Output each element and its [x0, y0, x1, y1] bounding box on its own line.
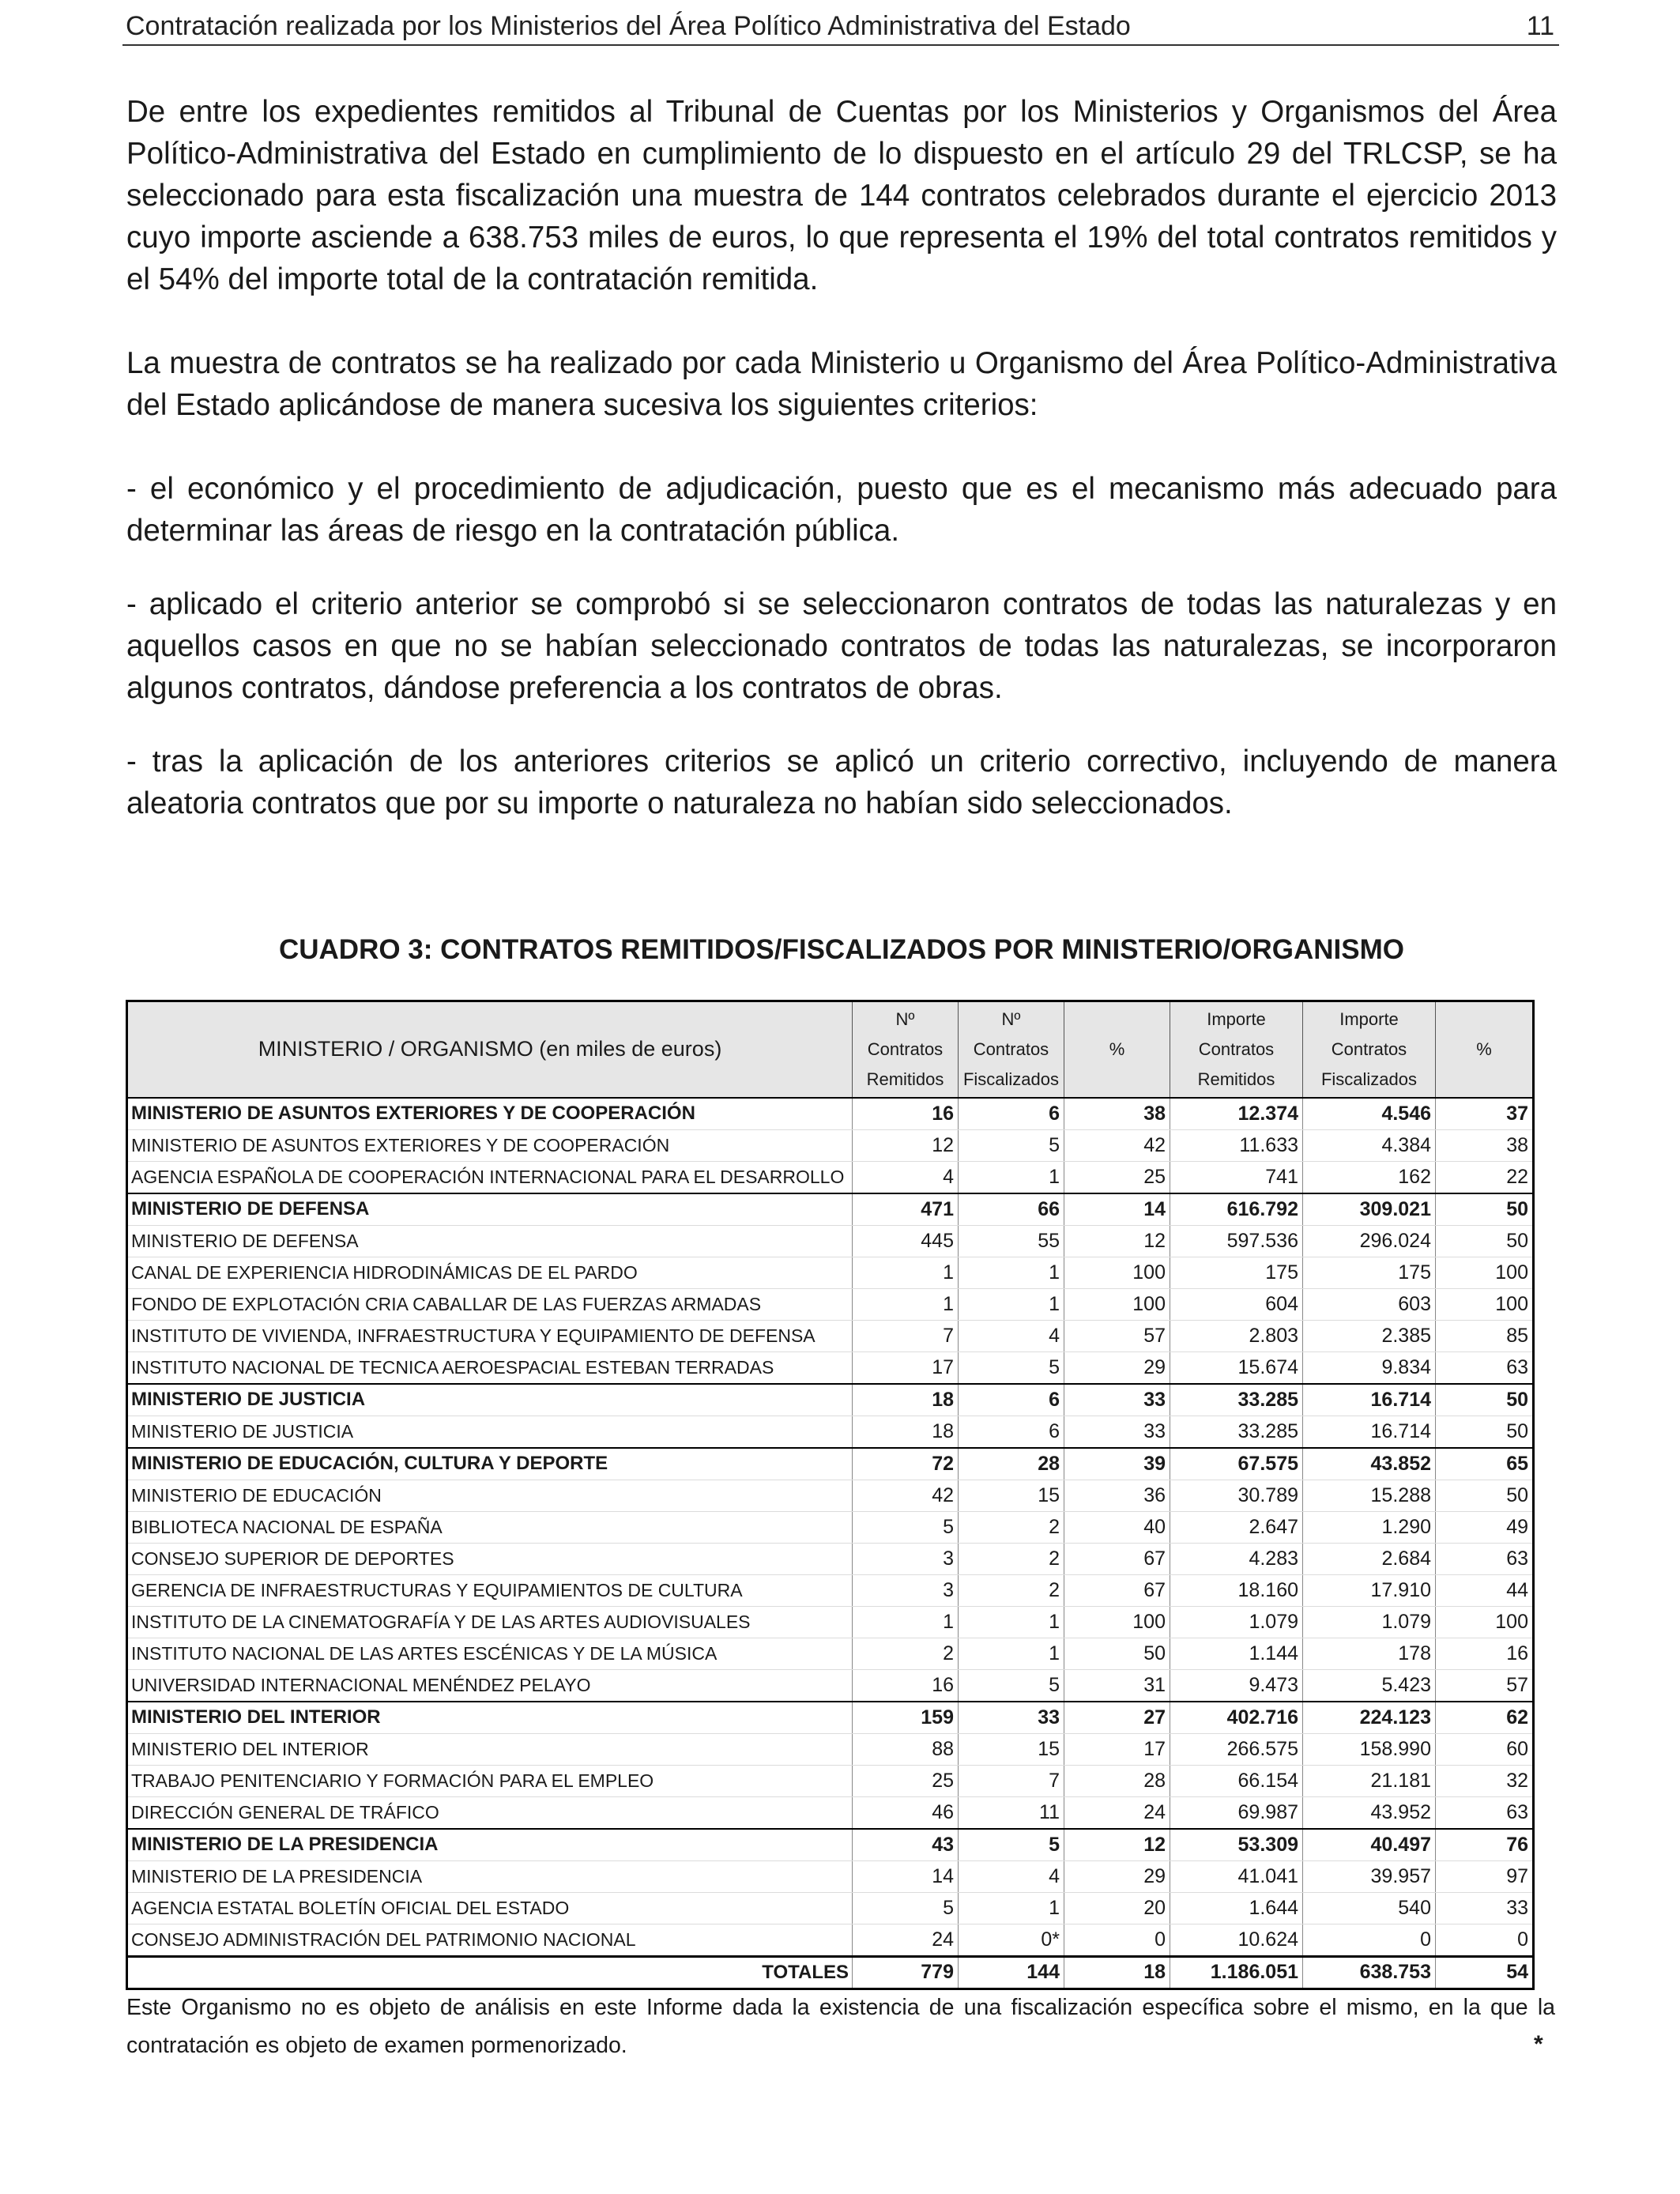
table-row: [127, 1733, 1534, 1765]
row-value: 17: [1064, 1733, 1170, 1765]
table-row: [127, 1351, 1534, 1384]
row-value: 36: [1064, 1480, 1170, 1511]
row-value: 159: [853, 1702, 959, 1734]
totals-value: 1.186.051: [1170, 1956, 1303, 1989]
header-line: Remitidos: [866, 1069, 944, 1089]
table-row: [127, 1638, 1534, 1669]
row-value: 175: [1170, 1257, 1303, 1288]
row-value: 100: [1436, 1606, 1534, 1638]
row-value: 55: [959, 1225, 1064, 1257]
header-percent-count: [1064, 1001, 1170, 1098]
row-name: MINISTERIO DE LA PRESIDENCIA: [127, 1860, 853, 1892]
row-value: 33: [1064, 1416, 1170, 1448]
table-row: [127, 1161, 1534, 1193]
row-value: 9.473: [1170, 1669, 1303, 1702]
row-name: INSTITUTO DE VIVIENDA, INFRAESTRUCTURA Y EQUIPAMIENTO DE DEFENSA: [127, 1320, 853, 1351]
totals-value: 638.753: [1303, 1956, 1436, 1989]
row-value: 40: [1064, 1511, 1170, 1543]
row-name: MINISTERIO DE LA PRESIDENCIA: [127, 1829, 853, 1861]
header-line: Importe: [1207, 1008, 1266, 1029]
row-name: MINISTERIO DEL INTERIOR: [127, 1733, 853, 1765]
row-name: MINISTERIO DE EDUCACIÓN, CULTURA Y DEPORTE: [127, 1448, 853, 1480]
table-row: [127, 1257, 1534, 1288]
row-value: 5.423: [1303, 1669, 1436, 1702]
row-name: MINISTERIO DE ASUNTOS EXTERIORES Y DE COOPERACIÓN: [127, 1129, 853, 1161]
row-name: MINISTERIO DEL INTERIOR: [127, 1702, 853, 1734]
row-value: 53.309: [1170, 1829, 1303, 1861]
row-value: 21.181: [1303, 1765, 1436, 1796]
header-amount-sent: [1170, 1001, 1303, 1098]
totals-row: [127, 1956, 1534, 1989]
row-value: 31: [1064, 1669, 1170, 1702]
row-value: 11: [959, 1796, 1064, 1829]
header-title: Contratación realizada por los Ministerios del Área Político Administrativa del Estado: [126, 11, 1131, 41]
row-value: 12: [1064, 1225, 1170, 1257]
row-value: 6: [959, 1098, 1064, 1130]
row-value: 4: [959, 1320, 1064, 1351]
row-value: 16.714: [1303, 1384, 1436, 1416]
row-value: 15.674: [1170, 1351, 1303, 1384]
row-value: 69.987: [1170, 1796, 1303, 1829]
row-value: 309.021: [1303, 1193, 1436, 1226]
footnote: Este Organismo no es objeto de análisis en este Informe dada la existencia de una fiscalización específica sobre el mismo, en la que la contratación es objeto de examen pormenorizado.: [126, 1995, 1555, 2058]
row-value: 4: [959, 1860, 1064, 1892]
page-header: [122, 6, 1559, 46]
row-name: MINISTERIO DE EDUCACIÓN: [127, 1480, 853, 1511]
row-name: INSTITUTO DE LA CINEMATOGRAFÍA Y DE LAS ARTES AUDIOVISUALES: [127, 1606, 853, 1638]
row-value: 175: [1303, 1257, 1436, 1288]
ministry-row: [127, 1448, 1534, 1480]
row-name: DIRECCIÓN GENERAL DE TRÁFICO: [127, 1796, 853, 1829]
row-value: 14: [853, 1860, 959, 1892]
header-line: Contratos: [1198, 1039, 1275, 1059]
row-value: 5: [959, 1829, 1064, 1861]
row-value: 0: [1303, 1924, 1436, 1956]
row-value: 1: [959, 1161, 1064, 1193]
table-header-row: [127, 1001, 1534, 1098]
row-value: 16: [853, 1669, 959, 1702]
row-value: 10.624: [1170, 1924, 1303, 1956]
row-value: 17.910: [1303, 1574, 1436, 1606]
row-value: 2: [853, 1638, 959, 1669]
row-value: 7: [853, 1320, 959, 1351]
table-row: [127, 1416, 1534, 1448]
row-name: TRABAJO PENITENCIARIO Y FORMACIÓN PARA EL EMPLEO: [127, 1765, 853, 1796]
row-value: 30.789: [1170, 1480, 1303, 1511]
row-value: 50: [1436, 1225, 1534, 1257]
row-value: 4.384: [1303, 1129, 1436, 1161]
row-name: GERENCIA DE INFRAESTRUCTURAS Y EQUIPAMIENTOS DE CULTURA: [127, 1574, 853, 1606]
ministry-row: [127, 1098, 1534, 1130]
row-name: MINISTERIO DE JUSTICIA: [127, 1416, 853, 1448]
row-value: 24: [853, 1924, 959, 1956]
row-value: 15: [959, 1733, 1064, 1765]
row-value: 2.647: [1170, 1511, 1303, 1543]
row-value: 1: [959, 1606, 1064, 1638]
totals-value: 54: [1436, 1956, 1534, 1989]
paragraph: - aplicado el criterio anterior se comprobó si se seleccionaron contratos de todas las naturalezas y en aquellos casos en que no se habían seleccionado contratos de todas las naturalezas, se incorporaron algunos contratos, dándose preferencia a los contratos de obras.: [126, 587, 1557, 705]
row-value: 5: [959, 1669, 1064, 1702]
totals-label: TOTALES: [127, 1956, 853, 1989]
row-value: 1.144: [1170, 1638, 1303, 1669]
row-name: CONSEJO ADMINISTRACIÓN DEL PATRIMONIO NACIONAL: [127, 1924, 853, 1956]
row-value: 12: [853, 1129, 959, 1161]
row-value: 1.290: [1303, 1511, 1436, 1543]
row-value: 33.285: [1170, 1416, 1303, 1448]
row-value: 1: [959, 1638, 1064, 1669]
row-value: 1.644: [1170, 1892, 1303, 1924]
row-name: AGENCIA ESPAÑOLA DE COOPERACIÓN INTERNACIONAL PARA EL DESARROLLO: [127, 1161, 853, 1193]
ministry-row: [127, 1193, 1534, 1226]
row-value: 16: [853, 1098, 959, 1130]
row-value: 50: [1436, 1480, 1534, 1511]
ministry-row: [127, 1384, 1534, 1416]
header-line: Nº: [1001, 1008, 1021, 1029]
row-value: 65: [1436, 1448, 1534, 1480]
row-value: 2.684: [1303, 1543, 1436, 1574]
row-value: 40.497: [1303, 1829, 1436, 1861]
page-number: 11: [1526, 11, 1554, 41]
paragraph: La muestra de contratos se ha realizado por cada Ministerio u Organismo del Área Político-Administrativa del Estado aplicándose de manera sucesiva los siguientes criterios:: [126, 346, 1557, 422]
row-value: 25: [853, 1765, 959, 1796]
row-value: 62: [1436, 1702, 1534, 1734]
table-row: [127, 1543, 1534, 1574]
row-value: 25: [1064, 1161, 1170, 1193]
row-value: 0: [1064, 1924, 1170, 1956]
row-value: 1.079: [1170, 1606, 1303, 1638]
row-name: MINISTERIO DE JUSTICIA: [127, 1384, 853, 1416]
row-value: 2: [959, 1511, 1064, 1543]
table-row: [127, 1606, 1534, 1638]
row-value: 57: [1064, 1320, 1170, 1351]
row-value: 16.714: [1303, 1416, 1436, 1448]
header-line: Contratos: [973, 1039, 1049, 1059]
row-value: 471: [853, 1193, 959, 1226]
row-value: 57: [1436, 1669, 1534, 1702]
row-value: 4.283: [1170, 1543, 1303, 1574]
row-value: 1: [853, 1288, 959, 1320]
row-value: 42: [1064, 1129, 1170, 1161]
row-value: 50: [1436, 1193, 1534, 1226]
row-value: 5: [959, 1129, 1064, 1161]
ministry-row: [127, 1829, 1534, 1861]
row-value: 7: [959, 1765, 1064, 1796]
row-value: 76: [1436, 1829, 1534, 1861]
row-value: 12: [1064, 1829, 1170, 1861]
table-row: [127, 1796, 1534, 1829]
row-value: 63: [1436, 1543, 1534, 1574]
row-value: 43: [853, 1829, 959, 1861]
row-value: 4: [853, 1161, 959, 1193]
row-value: 2: [959, 1543, 1064, 1574]
row-value: 266.575: [1170, 1733, 1303, 1765]
row-value: 2: [959, 1574, 1064, 1606]
row-value: 1: [959, 1288, 1064, 1320]
row-value: 1: [959, 1257, 1064, 1288]
row-value: 0: [1436, 1924, 1534, 1956]
row-value: 16: [1436, 1638, 1534, 1669]
row-value: 63: [1436, 1351, 1534, 1384]
table-row: [127, 1574, 1534, 1606]
header-percent-amount: [1436, 1001, 1534, 1098]
row-value: 32: [1436, 1765, 1534, 1796]
row-value: 445: [853, 1225, 959, 1257]
row-value: 1: [853, 1606, 959, 1638]
row-value: 67: [1064, 1543, 1170, 1574]
row-value: 88: [853, 1733, 959, 1765]
table-row: [127, 1288, 1534, 1320]
row-value: 33: [1436, 1892, 1534, 1924]
row-value: 66.154: [1170, 1765, 1303, 1796]
row-name: UNIVERSIDAD INTERNACIONAL MENÉNDEZ PELAYO: [127, 1669, 853, 1702]
row-value: 1: [959, 1892, 1064, 1924]
row-value: 2.385: [1303, 1320, 1436, 1351]
row-value: 44: [1436, 1574, 1534, 1606]
table-caption: CUADRO 3: CONTRATOS REMITIDOS/FISCALIZADOS POR MINISTERIO/ORGANISMO: [278, 934, 1404, 965]
header-ministry: MINISTERIO / ORGANISMO (en miles de euros): [127, 1001, 853, 1098]
header-line: Fiscalizados: [962, 1069, 1060, 1089]
row-value: 5: [959, 1351, 1064, 1384]
table-row: [127, 1892, 1534, 1924]
table-row: [127, 1129, 1534, 1161]
row-value: 11.633: [1170, 1129, 1303, 1161]
row-name: AGENCIA ESTATAL BOLETÍN OFICIAL DEL ESTADO: [127, 1892, 853, 1924]
header-line: Remitidos: [1197, 1069, 1275, 1089]
row-value: 24: [1064, 1796, 1170, 1829]
row-name: MINISTERIO DE DEFENSA: [127, 1225, 853, 1257]
row-value: 33: [1064, 1384, 1170, 1416]
row-value: 18: [853, 1416, 959, 1448]
totals-value: 144: [959, 1956, 1064, 1989]
row-value: 18: [853, 1384, 959, 1416]
table-row: [127, 1511, 1534, 1543]
row-value: 67.575: [1170, 1448, 1303, 1480]
row-value: 6: [959, 1416, 1064, 1448]
row-value: 17: [853, 1351, 959, 1384]
row-value: 603: [1303, 1288, 1436, 1320]
row-value: 46: [853, 1796, 959, 1829]
row-value: 60: [1436, 1733, 1534, 1765]
row-value: 12.374: [1170, 1098, 1303, 1130]
row-value: 100: [1436, 1288, 1534, 1320]
header-contracts-sent: [853, 1001, 959, 1098]
row-value: 1: [853, 1257, 959, 1288]
row-value: 28: [959, 1448, 1064, 1480]
table-row: [127, 1924, 1534, 1956]
row-value: 50: [1064, 1638, 1170, 1669]
ministry-row: [127, 1702, 1534, 1734]
row-name: CANAL DE EXPERIENCIA HIDRODINÁMICAS DE EL PARDO: [127, 1257, 853, 1288]
row-name: INSTITUTO NACIONAL DE TECNICA AEROESPACIAL ESTEBAN TERRADAS: [127, 1351, 853, 1384]
contracts-table: [126, 1000, 1535, 1990]
row-value: 20: [1064, 1892, 1170, 1924]
table-row: [127, 1765, 1534, 1796]
totals-value: 18: [1064, 1956, 1170, 1989]
row-value: 50: [1436, 1384, 1534, 1416]
row-value: 178: [1303, 1638, 1436, 1669]
row-value: 15.288: [1303, 1480, 1436, 1511]
row-value: 66: [959, 1193, 1064, 1226]
row-value: 39: [1064, 1448, 1170, 1480]
table-body: [127, 1098, 1534, 1989]
row-value: 41.041: [1170, 1860, 1303, 1892]
row-value: 616.792: [1170, 1193, 1303, 1226]
row-name: BIBLIOTECA NACIONAL DE ESPAÑA: [127, 1511, 853, 1543]
body-text: [126, 91, 1557, 824]
header-line: Fiscalizados: [1320, 1069, 1418, 1089]
row-value: 224.123: [1303, 1702, 1436, 1734]
row-value: 158.990: [1303, 1733, 1436, 1765]
header-line: %: [1476, 1039, 1492, 1059]
row-value: 100: [1064, 1288, 1170, 1320]
table-row: [127, 1480, 1534, 1511]
row-value: 604: [1170, 1288, 1303, 1320]
row-value: 49: [1436, 1511, 1534, 1543]
row-name: MINISTERIO DE ASUNTOS EXTERIORES Y DE COOPERACIÓN: [127, 1098, 853, 1130]
row-value: 402.716: [1170, 1702, 1303, 1734]
row-value: 741: [1170, 1161, 1303, 1193]
row-value: 100: [1064, 1606, 1170, 1638]
table-row: [127, 1225, 1534, 1257]
row-value: 22: [1436, 1161, 1534, 1193]
row-value: 18.160: [1170, 1574, 1303, 1606]
row-name: FONDO DE EXPLOTACIÓN CRIA CABALLAR DE LAS FUERZAS ARMADAS: [127, 1288, 853, 1320]
totals-value: 779: [853, 1956, 959, 1989]
row-value: 42: [853, 1480, 959, 1511]
row-value: 85: [1436, 1320, 1534, 1351]
row-name: MINISTERIO DE DEFENSA: [127, 1193, 853, 1226]
row-value: 33.285: [1170, 1384, 1303, 1416]
row-value: 28: [1064, 1765, 1170, 1796]
row-value: 43.952: [1303, 1796, 1436, 1829]
row-value: 38: [1064, 1098, 1170, 1130]
row-value: 43.852: [1303, 1448, 1436, 1480]
row-name: INSTITUTO NACIONAL DE LAS ARTES ESCÉNICAS Y DE LA MÚSICA: [127, 1638, 853, 1669]
row-value: 1.079: [1303, 1606, 1436, 1638]
row-value: 0*: [959, 1924, 1064, 1956]
row-value: 29: [1064, 1860, 1170, 1892]
header-line: Importe: [1339, 1008, 1399, 1029]
row-value: 38: [1436, 1129, 1534, 1161]
row-value: 14: [1064, 1193, 1170, 1226]
row-value: 162: [1303, 1161, 1436, 1193]
paragraph: - tras la aplicación de los anteriores criterios se aplicó un criterio correctivo, incluyendo de manera aleatoria contratos que por su importe o naturaleza no habían sido seleccionados.: [126, 745, 1557, 820]
row-value: 3: [853, 1543, 959, 1574]
row-value: 5: [853, 1511, 959, 1543]
table-row: [127, 1860, 1534, 1892]
row-value: 4.546: [1303, 1098, 1436, 1130]
row-value: 5: [853, 1892, 959, 1924]
row-value: 63: [1436, 1796, 1534, 1829]
row-value: 2.803: [1170, 1320, 1303, 1351]
row-value: 6: [959, 1384, 1064, 1416]
header-line: %: [1109, 1039, 1125, 1059]
row-value: 9.834: [1303, 1351, 1436, 1384]
row-value: 540: [1303, 1892, 1436, 1924]
row-value: 33: [959, 1702, 1064, 1734]
row-value: 597.536: [1170, 1225, 1303, 1257]
header-contracts-audited: [959, 1001, 1064, 1098]
row-value: 100: [1064, 1257, 1170, 1288]
row-value: 50: [1436, 1416, 1534, 1448]
header-line: Contratos: [1331, 1039, 1407, 1059]
row-value: 97: [1436, 1860, 1534, 1892]
row-value: 67: [1064, 1574, 1170, 1606]
row-value: 100: [1436, 1257, 1534, 1288]
header-amount-audited: [1303, 1001, 1436, 1098]
row-value: 3: [853, 1574, 959, 1606]
header-line: Contratos: [867, 1039, 944, 1059]
paragraph: - el económico y el procedimiento de adjudicación, puesto que es el mecanismo más adecuado para determinar las áreas de riesgo en la contratación pública.: [126, 472, 1557, 548]
row-value: 72: [853, 1448, 959, 1480]
row-value: 296.024: [1303, 1225, 1436, 1257]
row-value: 37: [1436, 1098, 1534, 1130]
row-value: 39.957: [1303, 1860, 1436, 1892]
row-value: 15: [959, 1480, 1064, 1511]
table-row: [127, 1669, 1534, 1702]
paragraph: De entre los expedientes remitidos al Tribunal de Cuentas por los Ministerios y Organismos del Área Político-Administrativa del Estado en cumplimiento de lo dispuesto en el artículo 29 del TRLCSP, se ha seleccionado para esta fiscalización una muestra de 144 contratos celebrados durante el ejercicio 2013 cuyo importe asciende a 638.753 miles de euros, lo que representa el 19% del total contratos remitidos y el 54% del importe total de la contratación remitida.: [126, 95, 1557, 296]
row-value: 27: [1064, 1702, 1170, 1734]
header-line: Nº: [895, 1008, 915, 1029]
table-row: [127, 1320, 1534, 1351]
row-value: 29: [1064, 1351, 1170, 1384]
row-name: CONSEJO SUPERIOR DE DEPORTES: [127, 1543, 853, 1574]
total-asterisk: *: [1534, 2031, 1543, 2057]
